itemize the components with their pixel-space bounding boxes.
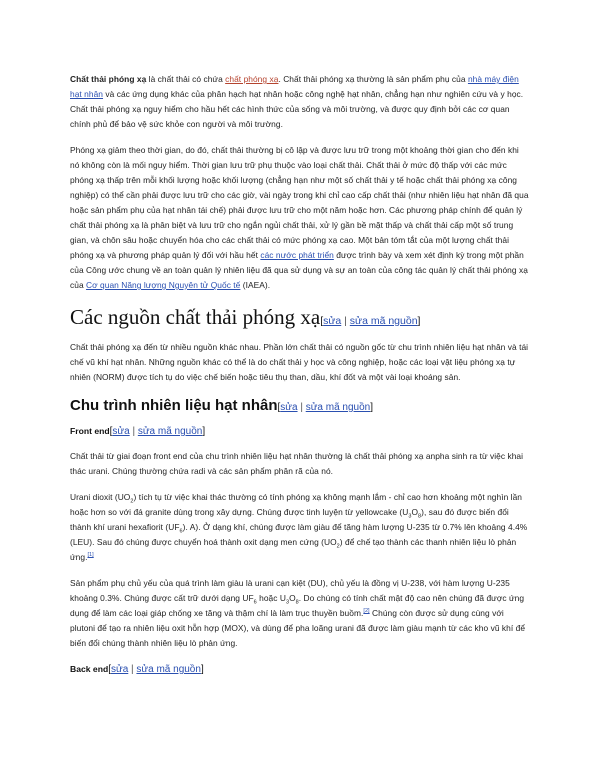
p2-text-a: Urani dioxit (UO <box>70 492 131 502</box>
edit-separator: | <box>297 402 306 413</box>
edit-separator: | <box>341 315 350 327</box>
edit-links: [sửa | sửa mã nguồn] <box>277 402 373 413</box>
heading-sources <box>70 304 530 334</box>
edit-source-link[interactable]: sửa mã nguồn <box>305 402 371 413</box>
link-radioactive-material[interactable]: chất phóng xạ <box>225 74 279 84</box>
management-paragraph <box>70 143 530 293</box>
p2-text-f: ) để chế tạo thành các thanh nhiên liệu lò phản ứng. <box>70 537 517 562</box>
subscript: 2 <box>336 543 340 550</box>
edit-separator: | <box>128 664 137 675</box>
intro-term: Chất thải phóng xạ <box>70 74 147 84</box>
intro-text-3: và các ứng dụng khác của phân hạch hạt nhân hoặc công nghệ hạt nhân, chẳng hạn như nghiên cứu và y học. Chất thải phóng xạ nguy hiểm cho hầu hết các hình thức của sống và môi trường, và được quy định bởi các cơ quan chính phủ để bảo vệ sức khỏe con người và môi trường. <box>70 89 524 129</box>
para2-text-3: (IAEA). <box>240 280 271 290</box>
link-developed-countries[interactable]: các nước phát triển <box>260 250 334 260</box>
heading-back-end <box>70 662 530 677</box>
para2-text-2: được trình bày và xem xét định kỳ trong một phần của Công ước chung về an toàn quản lý nhiên liệu đã qua sử dụng và sự an toàn của công tác quản lý chất thải phóng xạ của <box>70 250 528 290</box>
edit-links: [sửa | sửa mã nguồn] <box>108 664 204 675</box>
edit-link[interactable]: sửa <box>280 402 298 413</box>
heading-sources-text: Các nguồn chất thải phóng xạ <box>70 305 321 329</box>
edit-links: [sửa | sửa mã nguồn] <box>109 426 206 437</box>
p3-text-b: hoặc U <box>256 593 286 603</box>
p2-text-d: ), sau đó được biến đổi thành khí urani hexafiorit (UF <box>70 507 509 532</box>
link-nuclear-power-plant[interactable]: nhà máy điện hạt nhân <box>70 74 519 99</box>
article-content <box>70 72 530 687</box>
intro-paragraph <box>70 72 530 132</box>
intro-text-1: là chất thải có chứa <box>146 74 226 84</box>
p2-text-c: O <box>411 507 419 517</box>
heading-fuel-cycle-text: Chu trình nhiên liệu hạt nhân <box>70 397 278 414</box>
p3-text-d: . Do chúng có tính chất mật độ cao nên chúng đã được ứng dụng để làm các loại giáp chống xe tăng và thậm chí là làm trục thuyền buồm. <box>70 593 525 618</box>
subscript: 8 <box>295 599 299 606</box>
front-end-paragraph-1: Chất thải từ giai đoạn front end của chu trình nhiên liệu hạt nhân thường là chất thải phóng xạ anpha sinh ra từ việc khai thác urani. Chúng thường chứa radi và các sản phẩm phân rã của nó. <box>70 451 524 476</box>
edit-link[interactable]: sửa <box>112 426 130 437</box>
p2-text-e: ). A). Ở dạng khí, chúng được làm giàu để tăng hàm lượng U-235 từ 0.7% lên khoảng 4.4% (LEU). Sau đó chúng được chuyển hoá thành oxit dạng men cứng (UO <box>70 522 528 547</box>
p3-text-e: Chúng còn được sử dụng cùng với plutoni để tạo ra nhiên liệu oxit hỗn hợp (MOX), và dùng để pha loãng urani đã được làm giàu mạnh từ các kho vũ khí để biến đổi chúng thành nhiên liệu lò phản ứng. <box>70 608 526 648</box>
subscript: 2 <box>130 498 134 505</box>
heading-front-end <box>70 424 530 439</box>
edit-link[interactable]: sửa <box>111 664 129 675</box>
sources-paragraph: Chất thải phóng xạ đến từ nhiều nguồn khác nhau. Phần lớn chất thải có nguồn gốc từ chu trình nhiên liệu hạt nhân và tái chế vũ khí hạt nhân. Những nguồn khác có thể là do chất thải y học và công nghiệp, hoặc các loại vật liệu phóng xạ tự nhiên (NORM) được tích tụ do việc chế biến hoặc tiêu thụ than, dầu, khí đốt và một vài loại khoáng sản. <box>70 342 529 382</box>
link-iaea[interactable]: Cơ quan Năng lượng Nguyên tử Quốc tế <box>86 280 241 290</box>
edit-links: [sửa | sửa mã nguồn] <box>320 315 421 327</box>
reference-2[interactable]: [2] <box>363 608 370 615</box>
edit-source-link[interactable]: sửa mã nguồn <box>349 315 418 327</box>
reference-1[interactable]: [1] <box>87 552 94 559</box>
front-end-paragraph-2 <box>70 490 530 565</box>
p3-text-a: Sản phẩm phụ chủ yếu của quá trình làm giàu là urani cạn kiệt (DU), chủ yếu là đồng vị U-238, với hàm lượng U-235 khoảng 0.3%. Chúng được cất trữ dưới dạng UF <box>70 578 510 603</box>
front-end-paragraph-3 <box>70 576 530 651</box>
subscript: 6 <box>253 599 257 606</box>
subscript: 8 <box>418 513 422 520</box>
para2-text-1: Phóng xạ giảm theo thời gian, do đó, chất thải thường bị cô lập và được lưu trữ trong một khoảng thời gian cho đến khi nó không còn là mối nguy hiểm. Thời gian lưu trữ phụ thuộc vào loại chất thải. Chất thải ở mức độ thấp với các mức phóng xạ thấp trên mỗi khối lượng hoặc khối lượng (chẳng hạn như một số chất thải y tế hoặc chất thải phóng xạ công nghiệp) có thể cần phải được lưu trữ cho các giờ, vài ngày trong khi chỉ cao cấp chất thải (như nhiên liệu hạt nhân đã qua hoặc sản phẩm phụ của hạt nhân tái chế) phải được lưu trữ cho một năm hoặc hơn. Các phương pháp chính để quản lý chất thải phóng xạ là phân biệt và lưu trữ cho ngắn ngủi chất thải, xử lý gần bề mặt thấp và chất thải cấp một số trung gian, và chôn sâu hoặc chuyển hóa cho các chất thải có mức phóng xạ cao. Một bản tóm tắt của một lượng chất thải phóng xạ và phương pháp quản lý đối với hầu hết <box>70 145 529 260</box>
edit-source-link[interactable]: sửa mã nguồn <box>136 664 201 675</box>
edit-link[interactable]: sửa <box>323 315 342 327</box>
heading-front-end-text: Front end <box>70 426 110 436</box>
subscript: 6 <box>179 528 183 535</box>
edit-source-link[interactable]: sửa mã nguồn <box>137 426 203 437</box>
edit-separator: | <box>129 426 138 437</box>
heading-fuel-cycle <box>70 396 530 418</box>
subscript: 3 <box>408 513 412 520</box>
p2-text-b: ) tích tụ từ việc khai thác thường có tính phóng xạ không mạnh lắm - chỉ cao hơn khoảng một nghìn lần hoặc hơn so với đá granite dùng trong xây dựng. Chúng được tinh luyện từ yellowcake (U <box>70 492 523 517</box>
intro-text-2: . Chất thải phóng xạ thường là sản phẩm phụ của <box>278 74 468 84</box>
heading-back-end-text: Back end <box>70 664 109 674</box>
subscript: 3 <box>285 599 290 606</box>
p3-text-c: O <box>289 593 296 603</box>
